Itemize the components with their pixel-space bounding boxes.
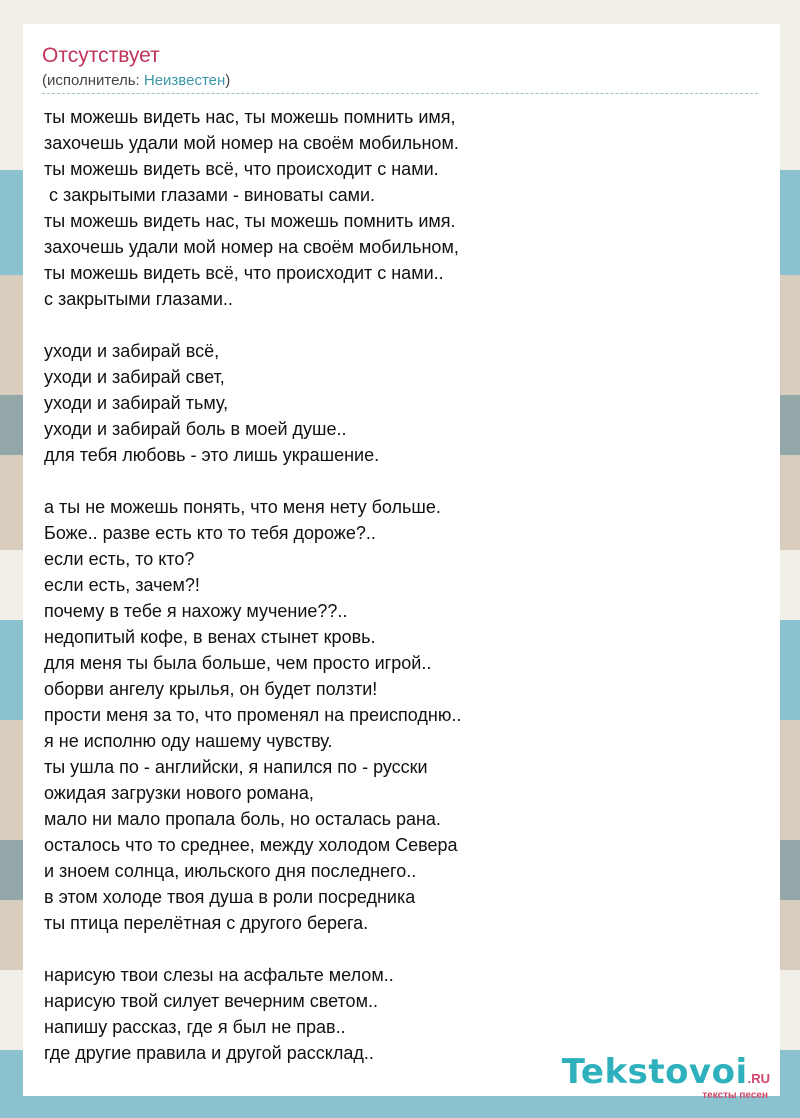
lyric-line: уходи и забирай тьму, bbox=[44, 393, 229, 413]
lyric-line: напишу рассказ, где я был не прав.. bbox=[44, 1017, 346, 1037]
lyric-line: оборви ангелу крылья, он будет ползти! bbox=[44, 679, 378, 699]
artist-prefix: (исполнитель: bbox=[42, 72, 144, 89]
lyric-line: захочешь удали мой номер на своём мобильном. bbox=[44, 133, 459, 153]
lyric-line: с закрытыми глазами.. bbox=[44, 289, 233, 309]
artist-link[interactable]: Неизвестен bbox=[143, 72, 226, 89]
lyric-line: уходи и забирай свет, bbox=[44, 367, 225, 387]
lyric-line: с закрытыми глазами - виноваты сами. bbox=[44, 185, 376, 205]
lyric-line: для тебя любовь - это лишь украшение. bbox=[44, 445, 380, 465]
lyric-line: ожидая загрузки нового романа, bbox=[44, 783, 314, 803]
lyric-line: я не исполню оду нашему чувству. bbox=[44, 731, 333, 751]
lyric-line: осталось что то среднее, между холодом Севера bbox=[44, 835, 458, 855]
title-divider bbox=[42, 93, 758, 94]
lyrics-text bbox=[44, 104, 744, 1066]
lyric-line: ты можешь видеть нас, ты можешь помнить имя. bbox=[44, 211, 456, 231]
lyric-line: ты ушла по - английски, я напился по - русски bbox=[44, 757, 428, 777]
site-logo[interactable] bbox=[561, 1052, 770, 1101]
lyric-line: недопитый кофе, в венах стынет кровь. bbox=[44, 627, 376, 647]
lyric-line: ты можешь видеть всё, что происходит с нами.. bbox=[44, 263, 444, 283]
lyric-line bbox=[44, 936, 744, 962]
lyric-line: нарисую твои слезы на асфальте мелом.. bbox=[44, 965, 394, 985]
lyric-line: захочешь удали мой номер на своём мобильном, bbox=[44, 237, 459, 257]
lyric-line: почему в тебе я нахожу мучение??.. bbox=[44, 601, 348, 621]
lyric-line: прости меня за то, что променял на преисподню.. bbox=[44, 705, 462, 725]
lyric-line: если есть, то кто? bbox=[44, 549, 195, 569]
lyric-line: мало ни мало пропала боль, но осталась рана. bbox=[44, 809, 441, 829]
artist-line bbox=[42, 72, 230, 89]
lyric-line: если есть, зачем?! bbox=[44, 575, 200, 595]
logo-tagline: тексты песен bbox=[702, 1090, 768, 1101]
logo-wordmark: Tekstovoi bbox=[561, 1052, 748, 1092]
lyric-line: уходи и забирай всё, bbox=[44, 341, 220, 361]
lyric-line: нарисую твой силует вечерним светом.. bbox=[44, 991, 378, 1011]
lyric-line: для меня ты была больше, чем просто игрой.. bbox=[44, 653, 432, 673]
lyric-line: где другие правила и другой рассклад.. bbox=[44, 1043, 374, 1063]
lyric-line bbox=[44, 312, 744, 338]
logo-tld: .RU bbox=[747, 1071, 770, 1086]
lyric-line: и зноем солнца, июльского дня последнего.. bbox=[44, 861, 417, 881]
lyric-line: ты птица перелётная с другого берега. bbox=[44, 913, 369, 933]
lyric-line: в этом холоде твоя душа в роли посредника bbox=[44, 887, 416, 907]
lyric-line: ты можешь видеть всё, что происходит с нами. bbox=[44, 159, 439, 179]
lyric-line bbox=[44, 468, 744, 494]
lyric-line: ты можешь видеть нас, ты можешь помнить имя, bbox=[44, 107, 456, 127]
lyric-line: Боже.. разве есть кто то тебя дороже?.. bbox=[44, 523, 376, 543]
artist-suffix: ) bbox=[225, 72, 231, 89]
song-title: Отсутствует bbox=[42, 44, 160, 67]
lyric-line: уходи и забирай боль в моей душе.. bbox=[44, 419, 347, 439]
lyric-line: а ты не можешь понять, что меня нету больше. bbox=[44, 497, 441, 517]
